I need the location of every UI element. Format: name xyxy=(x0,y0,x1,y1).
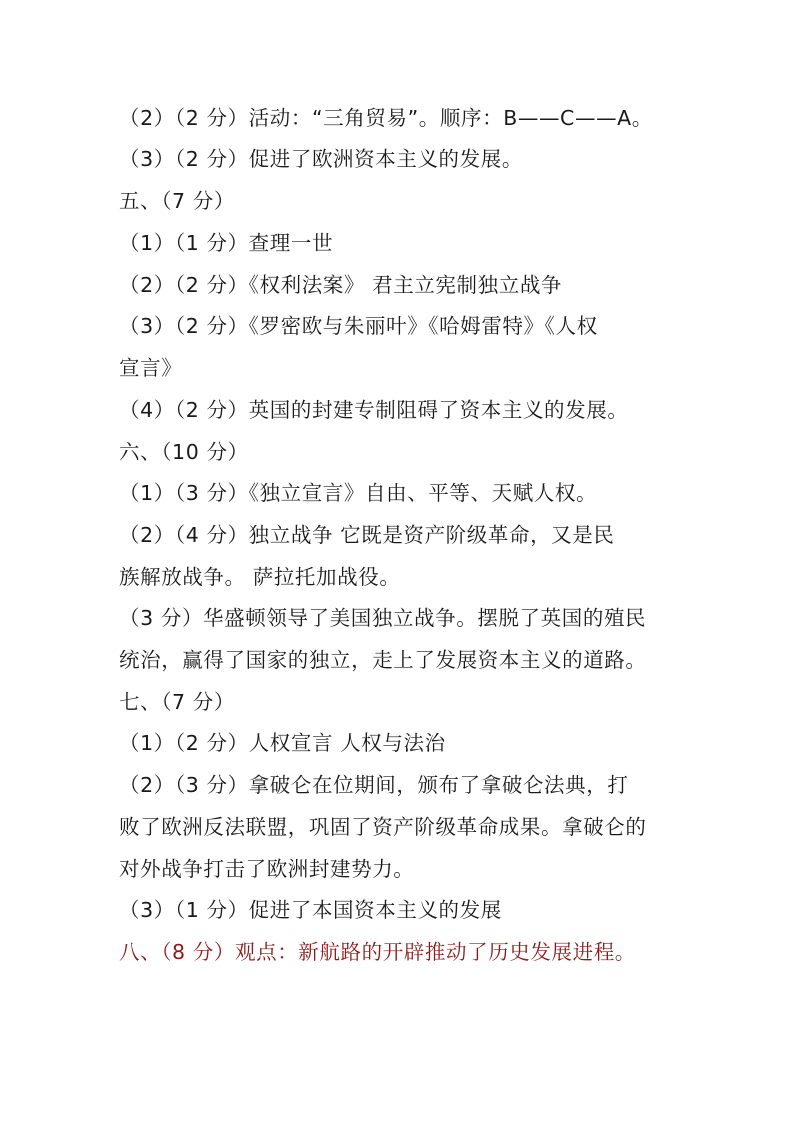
answer-line: （3）（1 分）促进了本国资本主义的发展 xyxy=(119,898,502,922)
section-heading-viewpoint: 八、（8 分）观点：新航路的开辟推动了历史发展进程。 xyxy=(119,940,636,964)
section-heading: 五、（7 分） xyxy=(119,189,236,213)
answer-line: （1）（2 分）人权宣言 人权与法治 xyxy=(119,731,446,755)
answer-line: （1）（1 分）查理一世 xyxy=(119,231,334,255)
answer-line: （2）（4 分）独立战争 它既是资产阶级革命，又是民 xyxy=(119,523,615,547)
answer-line: （4）（2 分）英国的封建专制阻碍了资本主义的发展。 xyxy=(119,398,629,422)
answer-line-continued: 对外战争打击了欧洲封建势力。 xyxy=(119,857,415,881)
answer-line-continued: 宣言》 xyxy=(119,356,183,380)
answer-line: （2）（3 分）拿破仑在位期间，颁布了拿破仑法典，打 xyxy=(119,773,629,797)
answer-line: （1）（3 分）《独立宣言》自由、平等、天赋人权。 xyxy=(119,481,598,505)
answer-line-continued: 族解放战争。 萨拉托加战役。 xyxy=(119,565,401,589)
answer-line: （2）（2 分）《权利法案》 君主立宪制独立战争 xyxy=(119,273,563,297)
section-heading: 七、（7 分） xyxy=(119,690,236,714)
answer-line: （3 分）华盛顿领导了美国独立战争。摆脱了英国的殖民 xyxy=(119,606,647,630)
answer-line: （3）（2 分）《罗密欧与朱丽叶》《哈姆雷特》《人权 xyxy=(119,314,598,338)
answer-line-continued: 统治，赢得了国家的独立，走上了发展资本主义的道路。 xyxy=(119,648,647,672)
section-heading: 六、（10 分） xyxy=(119,440,249,464)
answer-line: （3）（2 分）促进了欧洲资本主义的发展。 xyxy=(119,147,523,171)
answer-line-continued: 败了欧洲反法联盟，巩固了资产阶级革命成果。拿破仑的 xyxy=(119,815,647,839)
answer-line: （2）（2 分）活动：“三角贸易”。顺序：B——C——A。 xyxy=(119,106,653,130)
